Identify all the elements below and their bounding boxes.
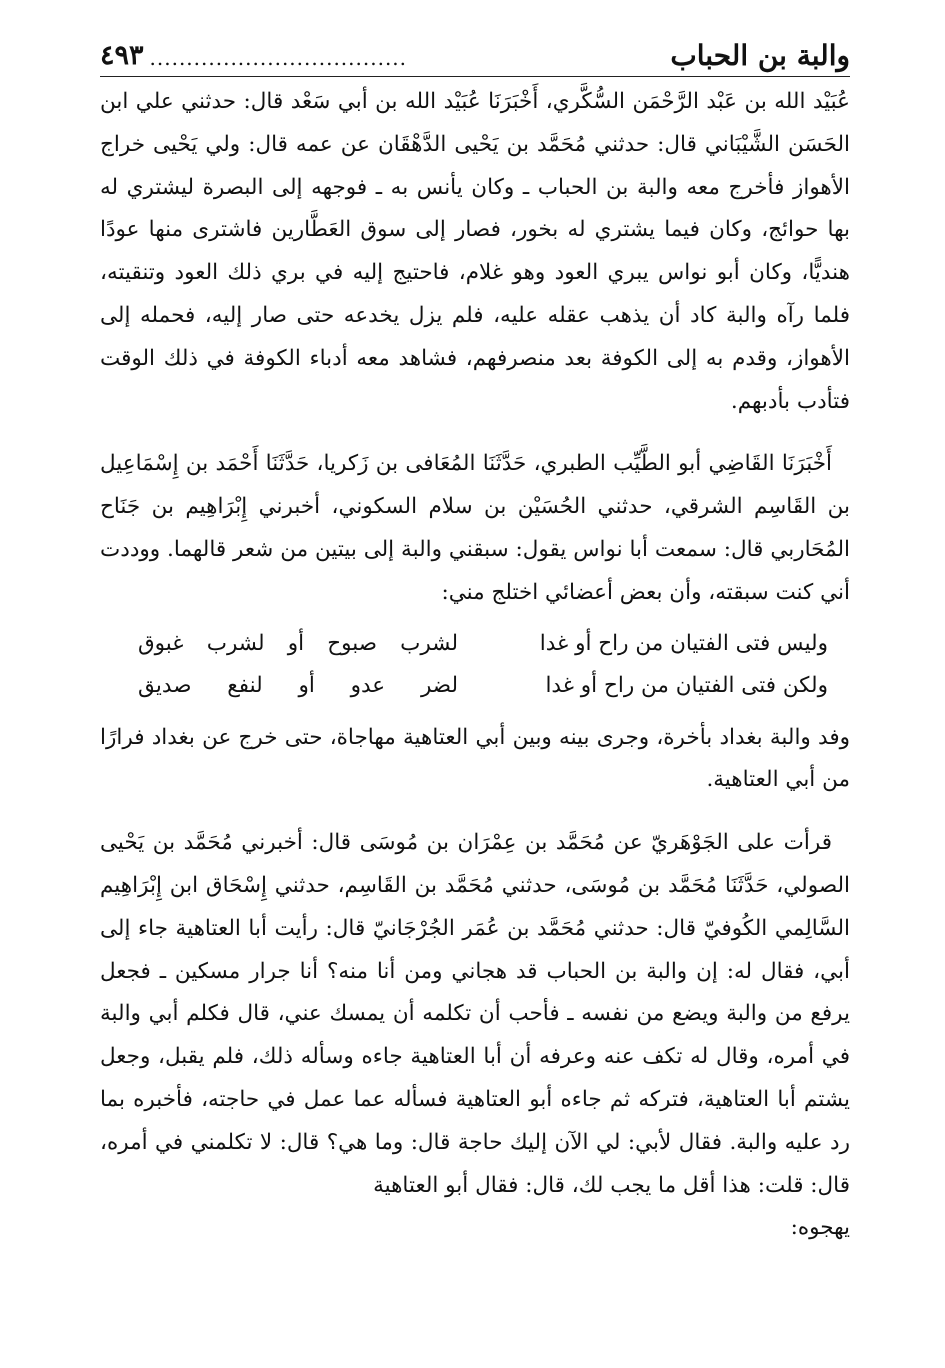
paragraph-3: وفد والبة بغداد بأخرة، وجرى بينه وبين أبي العتاهية مهاجاة، حتى خرج عن بغداد فرارًا من أبي العتاهية. (100, 724, 850, 793)
leader-dots: ................................... (149, 46, 408, 70)
poem (100, 623, 850, 707)
header-folio (100, 36, 407, 76)
poem-verse-2 (100, 665, 850, 707)
verse-second-hemistich: لشرب صبوح أو لشرب غبوق (138, 630, 458, 656)
chapter-title: والبة بن الحباب (670, 39, 850, 72)
paragraph-4-end: يهجوه: (790, 1215, 850, 1241)
paragraph-4: قرأت على الجَوْهَريّ عن مُحَمَّد بن عِمْرَان بن مُوسَى قال: أخبرني مُحَمَّد بن يَحْيى الصولي، حَدَّثَنَا مُحَمَّد بن مُوسَى، حدثني مُحَمَّد بن القَاسِم، حدثني إِسْحَاق ابن إِبْرَاهِيم السَّالِمي الكُوفيّ قال: حدثني مُحَمَّد بن عُمَر الجُرْجَانيّ قال: رأيت أبا العتاهية جاء إلى أبي، فقال له: إن والبة بن الحباب قد هجاني ومن أنا منه؟ أنا جرار مسكين ـ فجعل يرفع من والبة ويضع من نفسه ـ فأحب أن تكلمه أن يمسك عني، قال فكلم أبي والبة في أمره، وقال له تكف عنه وعرفه أن أبا العتاهية جاءه وسأله ذلك، فلم يقبل، وجعل يشتم أبا العتاهية، فتركه ثم جاءه أبو العتاهية فسأله عما عمل في حاجته، فأخبره بما رد عليه والبة. فقال لأبي: لي الآن إليك حاجة قال: وما هي؟ قال: لا تكلمني في أمره، قال: قلت: هذا أقل ما يجب لك، قال: فقال أبو العتاهية (100, 830, 850, 1198)
verse-first-hemistich: ولكن فتى الفتيان من راح أو غدا (545, 672, 828, 698)
poem-verse-1 (100, 623, 850, 665)
page-number: ٤٩٣ (100, 40, 144, 71)
verse-second-hemistich: لضر عدو أو لنفع صديق (138, 672, 458, 698)
verse-first-hemistich: وليس فتى الفتيان من راح أو غدا (539, 630, 828, 656)
paragraph-2: أَخْبَرَنَا القَاضِي أبو الطَّيِّب الطبري، حَدَّثَنَا المُعَافى بن زَكريا، حَدَّثَنَا أَحْمَد بن إِسْمَاعِيل بن القَاسِم الشرقي، حدثني الحُسَيْن بن سلام السكوني، أخبرني إِبْرَاهِيم بن جَنَاح المُحَاربي قال: سمعت أبا نواس يقول: سبقني والبة إلى بيتين من شعر قالهما. ووددت أني كنت سبقته، وأن بعض أعضائي اختلج مني: (100, 451, 850, 605)
running-header (100, 28, 850, 77)
book-page (100, 28, 850, 1348)
paragraph-1: عُبَيْد الله بن عَبْد الرَّحْمَن السُّكَّري، أَخْبَرَنَا عُبَيْد الله بن أبي سَعْد قال: حدثني علي ابن الحَسَن الشَّيْبَاني قال: حدثني مُحَمَّد بن يَحْيى الدَّهْقَان عن عمه قال: ولي يَحْيى خراج الأهواز فأخرج معه والبة بن الحباب ـ وكان يأنس به ـ فوجهه إلى البصرة ليشتري له بها حوائج، وكان فيما يشتري له بخور، فصار إلى سوق العَطَّارين فاشترى منها عودًا هنديًّا، وكان أبو نواس يبري العود وهو غلام، فاحتيج إليه في بري ذلك العود وتنقيته، فلما رآه والبة كاد أن يذهب عقله عليه، فلم يزل يخدعه حتى صار إليه، فحمله إلى الأهواز، وقدم به إلى الكوفة بعد منصرفهم، فشاهد معه أدباء الكوفة في ذلك الوقت فتأدب بأدبهم. (100, 89, 850, 414)
